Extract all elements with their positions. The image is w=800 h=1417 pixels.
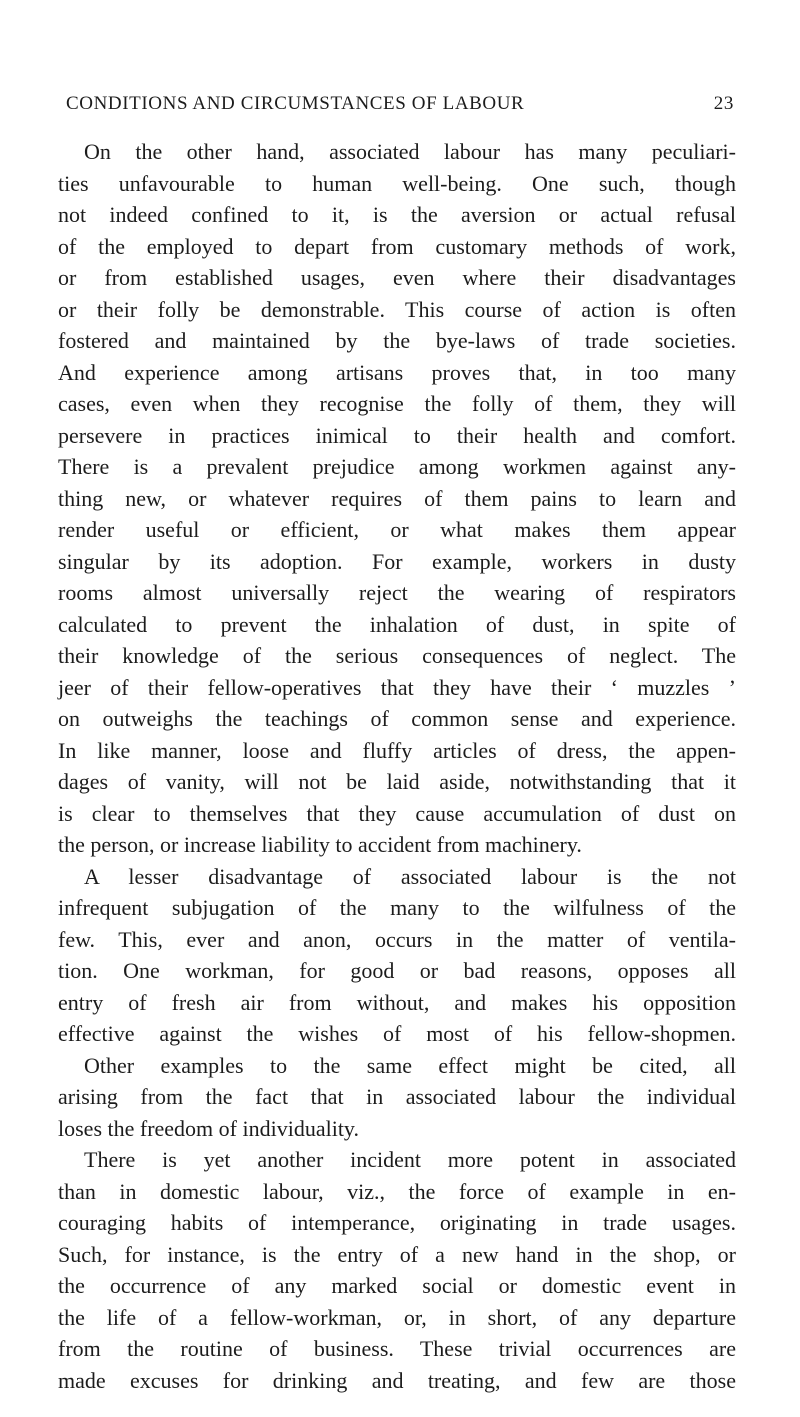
text-line: singular by its adoption. For example, workers in dusty: [58, 548, 736, 574]
text-line: cases, even when they recognise the folly of them, they will: [58, 391, 736, 416]
body-text: [58, 136, 736, 1396]
text-line: than in domestic labour, viz., the force of example in en-: [58, 1178, 736, 1204]
text-line: the life of a fellow-workman, or, in short, of any departure: [58, 1304, 736, 1330]
text-line: dages of vanity, will not be laid aside, notwithstanding that it: [58, 769, 736, 794]
text-line: In like manner, loose and fluffy articles of dress, the appen-: [58, 737, 736, 763]
page-number: 23: [713, 93, 734, 114]
text-line: the occurrence of any marked social or domestic event in: [58, 1273, 736, 1298]
text-line: Other examples to the same effect might be cited, all: [84, 1052, 736, 1078]
running-head: [66, 93, 734, 119]
text-line: fostered and maintained by the bye-laws of trade societies.: [58, 328, 736, 353]
text-line: Such, for instance, is the entry of a new hand in the shop, or: [58, 1241, 736, 1267]
text-line: A lesser disadvantage of associated labour is the not: [84, 863, 736, 889]
text-line: from the routine of business. These trivial occurrences are: [58, 1336, 736, 1361]
text-line: or their folly be demonstrable. This course of action is often: [58, 296, 736, 322]
text-line: There is a prevalent prejudice among workmen against any-: [58, 454, 736, 479]
text-line: is clear to themselves that they cause accumulation of dust on: [58, 800, 736, 826]
text-line: thing new, or whatever requires of them pains to learn and: [58, 485, 736, 511]
text-line: the person, or increase liability to accident from machinery.: [58, 832, 582, 857]
running-title: CONDITIONS AND CIRCUMSTANCES OF LABOUR: [66, 93, 525, 114]
text-line: On the other hand, associated labour has many peculiari-: [84, 139, 736, 164]
text-line: effective against the wishes of most of his fellow-shopmen.: [58, 1021, 736, 1046]
text-line: And experience among artisans proves that, in too many: [58, 359, 736, 385]
text-line: arising from the fact that in associated labour the individual: [58, 1084, 736, 1109]
text-line: or from established usages, even where their disadvantages: [58, 265, 736, 290]
paragraph-1: [58, 136, 736, 861]
text-line: made excuses for drinking and treating, and few are those: [58, 1367, 736, 1393]
text-line: jeer of their fellow-operatives that they have their ‘ muzzles ’: [58, 674, 736, 700]
text-line: ties unfavourable to human well-being. One such, though: [58, 170, 736, 196]
text-line: calculated to prevent the inhalation of dust, in spite of: [58, 611, 736, 637]
paragraph-3: [58, 1144, 736, 1396]
text-line: render useful or efficient, or what makes them appear: [58, 517, 736, 542]
text-line: tion. One workman, for good or bad reasons, opposes all: [58, 958, 736, 983]
text-line: on outweighs the teachings of common sense and experience.: [58, 706, 736, 731]
text-line: There is yet another incident more potent in associated: [84, 1147, 736, 1172]
text-line: not indeed confined to it, is the aversion or actual refusal: [58, 202, 736, 227]
text-line: infrequent subjugation of the many to the wilfulness of the: [58, 895, 736, 920]
text-line: loses the freedom of individuality.: [58, 1115, 360, 1141]
text-line: couraging habits of intemperance, originating in trade usages.: [58, 1210, 736, 1235]
text-line: entry of fresh air from without, and makes his opposition: [58, 989, 736, 1015]
paragraph-2: [58, 861, 736, 1145]
text-line: their knowledge of the serious consequences of neglect. The: [58, 643, 736, 668]
text-line: persevere in practices inimical to their health and comfort.: [58, 422, 736, 448]
text-line: rooms almost universally reject the wearing of respirators: [58, 580, 736, 605]
text-line: few. This, ever and anon, occurs in the matter of ventila-: [58, 926, 736, 952]
text-line: of the employed to depart from customary methods of work,: [58, 233, 736, 259]
